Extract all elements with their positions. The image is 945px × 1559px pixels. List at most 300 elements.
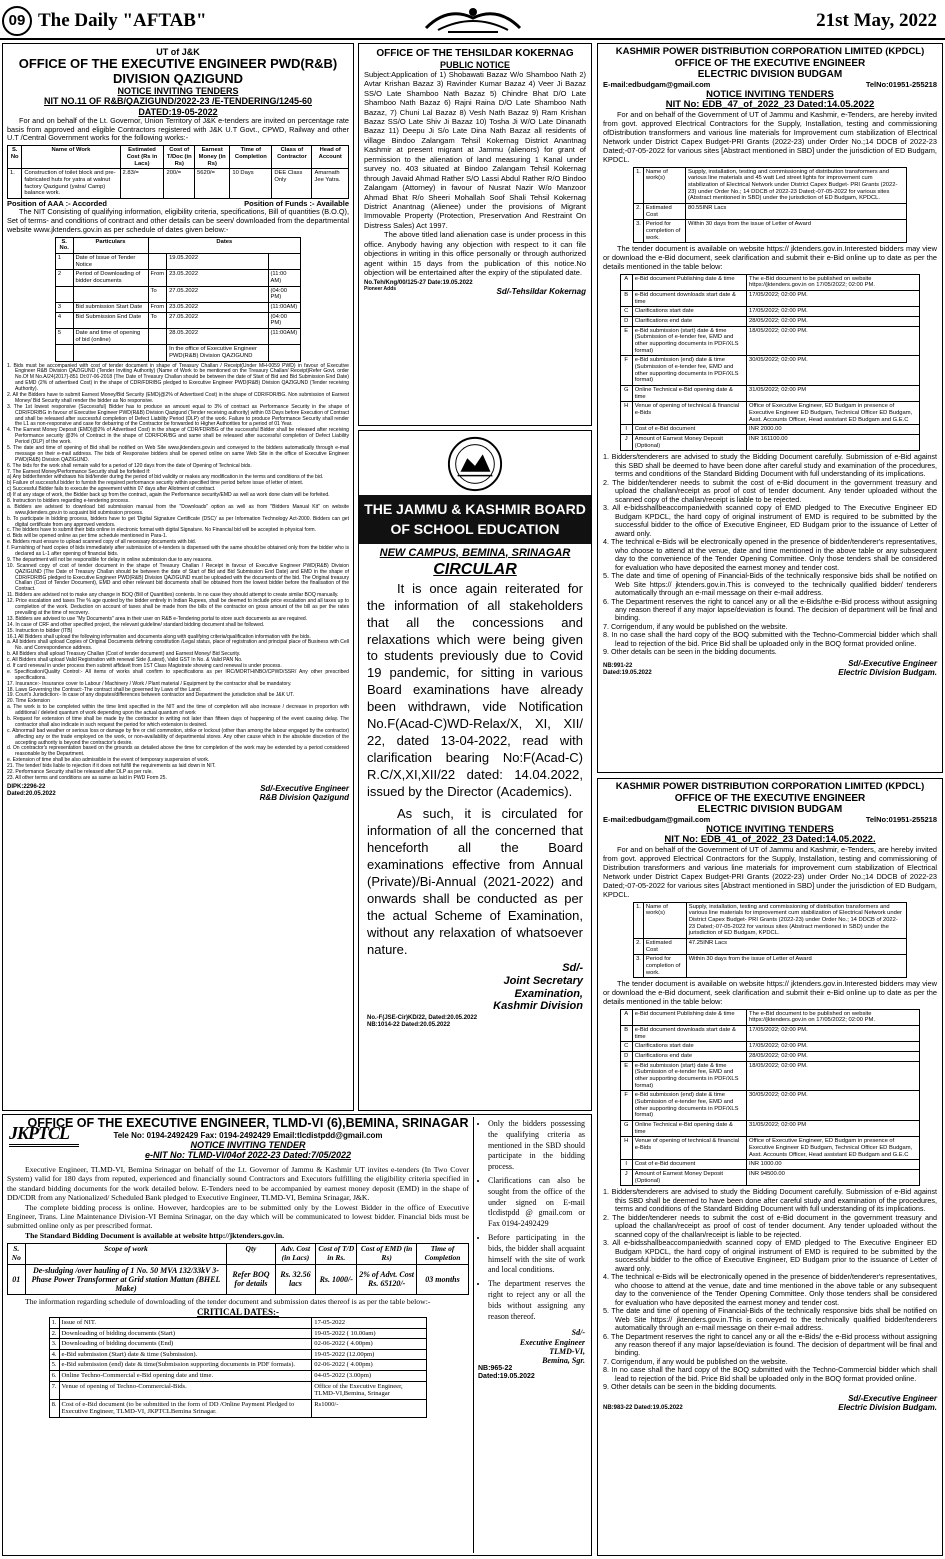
kpdcl2-sign1: Sd/-Executive Engineer [848,1393,937,1403]
kpdcl1-schedule-cell: Office of Executive Engineer, ED Budgam in presence of Executive Engineer ED Budgam, Technical Officer ED Budgam, Asst. Accounts Officer, Head assistant ED Budgam and G.E.C [747,402,920,425]
tlmd-contacts: Tele No: 0194-2492429 Fax: 0194-2492429 Email:tlcdistpdd@gmail.com [113,1130,383,1140]
kpdcl1-sign1: Sd/-Executive Engineer [848,658,937,668]
kpdcl1-schedule-cell: INR 2000.00 [747,425,920,435]
paper-name: The Daily "AFTAB" [38,10,207,31]
pwd-notice-heading: NOTICE INVITING TENDERS [117,85,239,96]
kpdcl1-sign2: Electric Division Budgam. [838,668,937,678]
tlmd-date-row [49,1381,427,1399]
kpdcl1-schedule-cell: Clarifications end date [632,317,746,327]
pwd-schedule-table [55,237,301,362]
pwd-clause: b. All Bidders shall upload Treasury Challan (Cost of tender document) and Earnest Money/ Bid Security. [7,651,241,658]
kpdcl2-work-cell: Supply, installation, testing and commissioning of distribution transformers and various line materials for improvement cum stabilization of Electrical Network under District Capex Budget- PRI Grants (2022-23) under Order No.; 14 DDCB of 2022-23 Dated;-07-05-2022 for various sites (Abstract mentioned in SBD) under the jurisdiction of ED Budgam, KPDCL. [686,902,906,938]
kpdcl2-schedule-cell: G [620,1121,632,1137]
kpdcl2-schedule-cell: e-Bid document downloads start date & time [632,1026,746,1042]
tlmd-date-row [49,1360,427,1371]
tlmd-col-header: Time of Completion [417,1244,469,1264]
kpdcl1-schedule-cell: Venue of opening of technical & financial e-Bids [632,402,746,425]
pwd-clause: f. Furnishing of hard copies of bids immediately after submission of e-tenders is dispensed with the same should be obtained only from the bidder who is declared as L-1 after opening of financial bids. [7,545,349,558]
pwd-clause: c. All Bidders shall upload Valid Registration with renewal Side (Latest), Valid GST In No. & Valid PAN No. [7,657,243,664]
tlmd-date-row [49,1328,427,1339]
pwd-clause: 13. Bidders are advised to use "My Documents" area in their user on R&B e-Tendering portal to store such documents as are required. [7,615,308,622]
pwd-col-header: Head of Account [312,146,349,169]
kpdcl2-schedule-cell: 30/05/2022; 02:00 PM. [747,1091,920,1121]
tlmd-date-cell: 19-05-2022 (12.00pm) [312,1349,427,1360]
kpdcl1-work-cell: Estimated Cost [643,203,685,219]
kpdcl2-schedule-cell: 18/05/2022; 02:00 PM. [747,1061,920,1091]
kpdcl1-work-cell: 1. [634,167,644,203]
kpdcl2-schedule-cell: Office of Executive Engineer, ED Budgam in presence of Executive Engineer ED Budgam, Technical Officer ED Budgam, Asst. Accounts Officer, Head assistant ED Budgam and G.E.C [747,1137,920,1160]
kpdcl2-schedule-cell: Amount of Earnest Money Deposit (Optional) [632,1169,746,1185]
masthead [0,0,945,40]
pwd-sched-cell: (11:00AM) [268,302,301,312]
kpdcl2-clause: 7. Corrigendum, if any would be published on the website. [603,1356,788,1366]
jkbose-p2: As such, it is circulated for information of all the concerned that henceforth all the Board examinations effective from Annual (Private)/Bi-Annual (2021-2022) and onwards shall be conducted as per the actual Scheme of Examination, without any relaxation of whatsoever nature. [367,806,583,957]
tlmd-p1: Executive Engineer, TLMD-VI, Bemina Srinagar on behalf of the Lt. Governor of Jammu & Kashmir UT invites e-tenders (In Two Cover System) valid for 180 days from reputed, experienced and financially sound Contractors and Executors fulfilling the eligibility criteria specified in the standard bidding documents for the work detailed below. E-Tenders need to be accompanied by earnest money deposit (EMD) in the shape of DD/CDR from any Nationalized/ Scheduled Bank pledged to Executive Engineer, TLMD-VI, Bemina Srinagar, J&K. [7,1165,469,1203]
pwd-sched-row [55,254,300,270]
pwd-clause: c) Successful Bidder fails to execute the agreement within 07 days after Allotment of contract. [7,486,216,493]
tlmd-cell: 03 months [417,1264,469,1295]
kpdcl2-schedule-cell: Cost of e-Bid document [632,1160,746,1170]
pwd-sched-cell: From [148,302,167,312]
kpdcl2-schedule-cell: Clarifications end date [632,1052,746,1062]
pwd-sched-cell: To [148,312,167,328]
kpdcl1-schedule-cell: B [620,291,632,307]
kpdcl1-schedule-cell: The e-Bid document to be published on website https://jktenders.gov.in on 17/05/2022; 02:00 PM. [747,274,920,290]
kpdcl1-schedule-cell: C [620,307,632,317]
kpdcl1-nit: NIT No: EDB_47_of_2022_23 Dated:14.05.2022 [665,99,875,111]
pwd-clause: c. The bidders have to submit their bids online in electronic format with digital Signature. No Financial bid will be accepted in physical form. [7,527,317,534]
kpdcl1-schedule-cell: Amount of Earnest Money Deposit (Optional) [632,434,746,450]
pwd-notice [2,43,354,1111]
tlmd-side-item: • The department reserves the right to reject any or all the bids without assigning any reason thereof. [488,1279,585,1322]
pwd-sched-cell [73,286,148,302]
kpdcl1-notice: NOTICE INVITING TENDERS [706,88,834,100]
pwd-clause: e. Specification/Quality Control:- All items of works shall confirm to specifications as per IRC/MORTH/NBO/CPWD/SSR/ Any other prescribed specifications. [7,668,349,681]
jkptcl-logo: JKPTCL [9,1123,79,1163]
pwd-clause: 23. All other terms and conditions are as same as laid in PWD Form 25. [7,774,167,781]
kpdcl2-schedule-cell: H [620,1137,632,1160]
pwd-sched-header: Particulars [73,237,148,253]
kpdcl1-work-cell: 80.55INR Lacs [685,203,906,219]
kpdcl2-schedule-cell: The e-Bid document to be published on website https://jktenders.gov.in on 17/05/2022; 02:00 PM. [747,1009,920,1025]
kpdcl1-schedule-cell: e-Bid submission (end) date & time (Submission of e-tender fee, EMD and other supporting documents in PDF/XLS format) [632,356,746,386]
pwd-clause: 18. Laws Governing the Contract:-The contract shall be governed by Laws of the Land. [7,686,202,693]
pwd-col-header: Name of Work [22,146,120,169]
pwd-clause: 4. The Earnest Money Deposit (EMD)@2% of Advertised Cost) in the shape of CDR/FDR/BG of the successful Bidder shall be released after receiving Performance security @3% of Contract in the shape of CDR/FDR/BG and same shall be released after successful completion of Defect Liability Period (DLP) of the work. [7,427,349,446]
tlmd-date-cell: Online Techno-Commercial e-Bid opening date and time. [59,1371,312,1382]
pwd-sched-cell: (04:00 PM) [268,312,301,328]
pwd-dipk: DIPK:2296-22 [7,783,46,790]
pwd-funds: Position of Funds :- Available [244,198,349,208]
pwd-sched-cell: Date and time of opening of bid (online) [73,328,148,344]
tlmd-date-cell: Issue of NIT. [59,1318,312,1329]
pwd-ut: UT of J&K [156,47,200,57]
tlmd-cell: Rs. 32.56 lacs [275,1264,316,1295]
kpdcl2-schedule-cell: 28/05/2022; 02:00 PM. [747,1052,920,1062]
tlmd-dated: Dated:19.05.2022 [478,1373,535,1381]
jkbose-circular-heading: CIRCULAR [433,561,517,579]
kpdcl1-schedule-cell: Clarifications start date [632,307,746,317]
kpdcl1-schedule-cell: E [620,326,632,356]
tehsil-title: OFFICE OF THE TEHSILDAR KOKERNAG [376,48,574,59]
tlmd-date-row [49,1399,427,1417]
kpdcl1-clause: 7. Corrigendum, if any would be published on the website. [603,621,788,631]
kpdcl1-schedule-cell: I [620,425,632,435]
jkbose-circular [358,430,592,1111]
tlmd-date-row [49,1371,427,1382]
kpdcl2-work-cell: 1. [634,902,644,938]
pwd-intro: For and on behalf of the Lt. Governor, Union Territory of J&K e-tenders are invited on percentage rate basis from approved and eligible Contractors registered with J&K U.T Govt., CPWD, Railway and other U.T /Central Government works for the following works:- [7,115,349,143]
kpdcl1-schedule-cell: 30/05/2022; 02:00 PM. [747,356,920,386]
pwd-clause: d. If card renewal in under process then submit affidavit from 1ST Class Magistrate showing card renewal is under process. [7,662,282,669]
kpdcl2-sign2: Electric Division Budgam. [838,1403,937,1413]
pwd-col-header: Cost of T/Doc (in Rs) [164,146,195,169]
tlmd-side-item: • Before participating in the bids, the bidder shall acquaint himself with the site of work and local conditions. [488,1233,585,1276]
pwd-clause: 8. Instruction to bidders regarding e-tendering process. [7,498,130,505]
tlmd-date-cell: 5. [49,1360,59,1371]
kpdcl1-schedule-cell: 17/05/2022; 02:00 PM. [747,307,920,317]
kpdcl2-work-cell: 3. [634,955,644,978]
kpdcl2-schedule-cell: A [620,1009,632,1025]
tlmd-p2: The complete bidding process is online. However, hardcopies are to be submitted only by the Lowest Bidder in the office of Executive Engineer, Trans. Line Maintenance Division-VI Bemina Srinagar, on the day which will be communicated to lowest bidder. Financial bids must be submitted online only as per prescribed format. [7,1202,469,1231]
kpdcl2-schedule-cell: 17/05/2022; 02:00 PM. [747,1042,920,1052]
pwd-clause: 16.1 All Bidders shall upload the following information and documents along with qualifying criteria/qualification information with the bids. [7,633,311,640]
kpdcl2-schedule-cell: B [620,1026,632,1042]
kpdcl2-work-table [633,902,907,979]
pwd-sched-row [55,312,300,328]
pwd-clause: a. All bidders shall upload Copies of Original Documents defining constitution /Legal status, place of registration and principal place of Business with Cell No. and Correspondence address. [7,639,349,652]
tlmd-date-cell: Downloading of bidding documents (End) [59,1339,312,1350]
tlmd-nb: NB:965-22 [478,1365,513,1373]
tlmd-col-header: S. No [8,1244,26,1264]
jkbose-p1: It is once again reiterated for the information of all stakeholders that all the concessions and relaxations which were being given to students previously due to Covid 19 pandemic, for sitting in various Board examinations have already been withdrawn, vide Notification No.F(Acad-C)WD-Relax/X, XI, XII/ 22, dated 13-04-2022, read with clarification bearing No:F(Acad-C) R.C/X,XI,XII/22 dated: 14.04.2022, issued by the Director (Academics). [367,580,583,799]
kpdcl2-work-cell: 2. [634,938,644,954]
pwd-clause: d) If at any stage of work, the Bidder back up from the contract, again the Performance security/EMD as well as work done claim will be forfeited. [7,492,330,499]
tlmd-date-cell: Venue of opening of Techno-Commercial-Bids. [59,1381,312,1399]
kpdcl1-work-cell: Period for completion of work. [643,220,685,243]
kpdcl1-clause: 9. Other details can be seen in the bidding documents. [603,647,777,657]
pwd-col-header: Earnest Money (in Rs) [195,146,230,169]
kpdcl2-email: E-mail:edbudgam@gmail.com [603,814,711,824]
pwd-clause: 1. Bids must be accompanied with cost of tender document in shape of Treasury Challan / Receipt(Under MH-0059 PWD) in favour of Executive Engineer R&B Division QAZIGUND (Tender Inviting Authority) (Name of Work to be mentioned on the Treasury Challan/ Receipt)Refer Govt. order No.Of M No.A/24(2017)-851 Dt:07-06-2018 (The Date of Treasury Challan should be between the date of Start of Bid and Bid Submission End Date) and EMD (2% of advertised Cost) in the shape of CDR/FDR/BG pledged to Executive Engineer PWD(R&B) Division QAZIGUND (Tender receiving Authority). [7,362,349,393]
tlmd-date-row [49,1339,427,1350]
pwd-sched-cell [55,286,73,302]
tlmd-cell: 2% of Advt. Cost Rs. 65120/- [357,1264,417,1295]
kpdcl2-notice: NOTICE INVITING TENDERS [706,823,834,835]
pwd-sched-cell: 23.05.2022 [167,302,268,312]
tlmd-date-cell: 2. [49,1328,59,1339]
kpdcl2-schedule-cell: 17/05/2022; 02:00 PM. [747,1026,920,1042]
pwd-col-header: Estimated Cost (Rs in Lacs) [120,146,164,169]
kpdcl1-schedule-cell: 28/05/2022; 02:00 PM. [747,317,920,327]
kpdcl2-schedule-cell: e-Bid submission (start) date & time (Submission of e-tender fee, EMD and other supporting documents in PDF/XLS format) [632,1061,746,1091]
kpdcl1-clause: 6. The Department reserves the right to cancel any or all the e-Bids/the e-Bid process without assigning any reason thereof if any major lapse/deviation is found. The decision of department will be final and binding. [603,596,937,623]
tlmd-cell: Rs. 1000/- [316,1264,357,1295]
kpdcl2-clause: 6. The Department reserves the right to cancel any or all the e-Bids/ the e-Bid process without assigning any reason thereof if any major lapse/deviation is found. The decision of department will be final and binding. [603,1331,937,1358]
pwd-sched-cell: Date of Issue of Tender Notice [73,254,148,270]
tlmd-side-list [478,1119,585,1322]
tlmd-col-header: Scope of work [25,1244,227,1264]
kpdcl1-work-cell: Within 30 days from the issue of Letter of Award [685,220,906,243]
kpdcl1-schedule-cell: 18/05/2022; 02:00 PM. [747,326,920,356]
tlmd-s2: TLMD-VI, [549,1346,585,1356]
kpdcl1-schedule-cell: INR 161100.00 [747,434,920,450]
kpdcl2-doc: The tender document is available on website https:// jktenders.gov.in.Interested bidders may view or download the e-Bid document, seek clarification and submit their e-Bid online up to date as per the details mentioned in the table below: [603,979,937,1006]
pwd-sched-cell: 3 [55,302,73,312]
kpdcl1-schedule-cell: Online Technical e-Bid opening date & time [632,386,746,402]
pwd-sched-cell [148,345,167,361]
tlmd-date-row [49,1318,427,1329]
pwd-clause: 5. The date and time of opening of Bid shall be notified on Web Site www.jktenders.gov.in and conveyed to the bidders automatically through e-mail message on their e-mail address. The bids of Responsive bidders shall be opened online on same Web Site in the office of Executive Engineer PWD(R&B) Division QAZIGUND. [7,445,349,463]
pwd-clause: 21. The tender/ bids liable to rejection if it does not fulfill the requirements as laid down in NIT. [7,763,216,770]
pwd-sched-row [55,270,300,286]
pwd-sched-row [55,345,300,361]
pwd-sign2: R&B Division Qazigund [259,792,349,802]
pwd-sched-row [55,302,300,312]
kpdcl2-tel: TelNo:01951-255218 [865,814,937,824]
pwd-sched-cell: 23.05.2022 [167,270,268,286]
kpdcl2-nb: NB:983-22 Dated:19.05.2022 [603,1405,683,1412]
kpdcl2-schedule-cell: D [620,1052,632,1062]
pwd-cell: Amarnath Jee Yatra. [312,169,349,199]
pwd-cell: 1. [8,169,22,199]
kpdcl1-schedule-cell: A [620,274,632,290]
pwd-sched-cell: 1 [55,254,73,270]
kpdcl1-schedule-cell: e-Bid submission (start) date & time (Submission of e-tender fee, EMD and other supporting documents in PDF/XLS format) [632,326,746,356]
tlmd-date-cell: 1. [49,1318,59,1329]
kpdcl-notice-41 [597,778,943,1556]
pwd-clause: c. Abnormal/ bad weather or serious loss or damage by fire or civil commotion, strike or lockout (other than among the labour engaged by the contractor) affecting any or the trade employed on the work, or non-availability of departmental stores. Any other cause which in the absolute discretion of the accepting authority is beyond the contractor's desire. [7,727,349,746]
pwd-clause: e. Bidders must ensure to upload scanned copy of all necessary documents with bid. [7,539,197,546]
pwd-cell: 200/= [164,169,195,199]
pwd-cell: 10 Days [230,169,272,199]
kpdcl2-clause: 1. Bidders/tenderers are advised to study the Bidding Document carefully. Submission of e-Bid against this SBD shall be deemed to have been done after careful study and examination of the procedures, terms and conditions of the Standard Bidding Document with full understanding of its implications. [603,1187,937,1214]
kpdcl1-office: OFFICE OF THE EXECUTIVE ENGINEER [674,57,866,69]
kpdcl2-schedule-cell: J [620,1169,632,1185]
tlmd-s3: Bemina, Sgr. [542,1355,585,1365]
kpdcl1-intro: For and on behalf of the Government of UT of Jammu and Kashmir, e-Tenders, are hereby invited from govt. approved Electrical Contractors for the Supply, Installation, testing and commissioning ofDistribution transformers and various line materials for Improvement cum stabilization of Electrical Network under District Capex Budget-PRI Grants (2022-23) under Order No.;14 DDCB of 2022-23 Dated;-07-05-2022 for various sites [Abstract mentioned in SBD] under the jurisdiction of ED Budgam, KPDCL. [603,110,937,164]
kpdcl1-dated: Dated:19.05.2022 [603,670,652,677]
pwd-clause: b. To participate in bidding process, bidders have to get 'Digital Signature Certificate (DSC)' as per Information Technology Act-2000. Bidders can get digital certificate from any approved vendors. [7,515,349,528]
kpdcl1-work-cell: 3. [634,220,644,243]
pwd-clause: a. Bidders are advised to download bid submission manual from the "Downloads" option as well as from "Bidders Manual Kit" on website www.jktenders.gov.in to acquaint bid submission process. [7,503,349,516]
pwd-clause: 17. Insurance:- Insurance cover to Labour / Machinery / Work / Plant material / Equipment by the contractor shall be mandatory. [7,680,292,687]
kpdcl1-schedule-cell: 17/05/2022; 02:00 PM. [747,291,920,307]
pwd-clause: b. Request for extension of time shall be made by the contractor in writing not later than fifteen days of happening of the event causing delay. The contractor shall also indicate in such request the period for which extension is desired. [7,715,349,728]
kpdcl2-schedule-cell: Clarifications start date [632,1042,746,1052]
tlmd-date-cell: 4. [49,1349,59,1360]
kpdcl2-schedule-cell: INR 94500.00 [747,1169,920,1185]
tlmd-date-cell: Cost of e-Bid document (to be submitted in the form of DD /Online Payment Pledged to Executive Engineer, TLMD-VI, JKPTCLBemina Srinagar. [59,1399,312,1417]
kpdcl1-clause: 3. All e-bidsshallbeaccompaniedwith scanned copy of EMD pledged to The Executive Engineer ED Budgam KPDCL, the hard copy of original instrument of EMD is required to be submitted by the successful bidder to the office of Executive Engineer, ED Budgam prior to the issuance of Letter of award only. [603,503,937,538]
tlmd-date-cell: 7. [49,1381,59,1399]
kpdcl2-schedule-cell: E [620,1061,632,1091]
kpdcl1-div: ELECTRIC DIVISION BUDGAM [697,69,843,81]
tlmd-s1: Executive Engineer [519,1337,585,1347]
kpdcl1-work-cell: Name of work(s) [643,167,685,203]
kpdcl1-schedule-cell: 31/05/2022; 02:00 PM [747,386,920,402]
kpdcl2-clause: 4. The technical e-Bids will be electronically opened in the presence of bidder/tenderer's representatives, who choose to attend at the venue, date and time mentioned in the above table or any subsequent day to the convenience of the Tender Opening Committee. Only those tenders shall be considered for evaluation who have deposited the earnest money and tender cost. [603,1272,937,1307]
pwd-clause: 2. All the Bidders have to submit Earnest Money/Bid Security (EMD)@2% of Advertised Cost) in the shape of CDR/FDR/BG. Non submission of Earnest Money/ Bid Security shall render the bidder as No responsive. [7,391,349,404]
kpdcl1-clause: 8. In no case shall the hard copy of the BOQ submitted with the Techno-Commercial bidder which shall lead to rejection of the bid. Price Bid shall be uploaded only in the BOQ format provided online. [603,630,937,648]
pwd-sched-cell: (04:00 PM) [268,286,301,302]
pwd-sched-cell [148,328,167,344]
tlmd-date-cell: e-Bid submission (Start) date & time (Submission). [59,1349,312,1360]
pwd-sched-cell: 27.05.2022 [167,286,268,302]
pwd-work-table [7,145,349,199]
tlmd-cell: 01 [8,1264,26,1295]
kpdcl2-schedule-cell: Online Technical e-Bid opening date & time [632,1121,746,1137]
kpdcl2-intro: For and on behalf of the Government of UT of Jammu and Kashmir, e-Tenders, are hereby invited from govt. approved Electrical Contractors for the Supply, Installation, testing and commissioning of Distribution transformers and various line materials for improvement cum stabilization of Electrical Network under District Capex Budget-PRI Grants (2022-23) under Order No.;14 DDCB of 2022-23 Dated;-07-05-2022 for various sites [Abstract mentioned in SBD] under the jurisdiction of ED Budgam, KPDCL. [603,845,937,899]
kpdcl1-schedule-cell: Cost of e-Bid document [632,425,746,435]
tlmd-p3: The Standard Bidding Document is available at website http://jktenders.gov.in. [25,1230,285,1240]
kpdcl2-schedule-table [620,1009,921,1186]
tlmd-p4: The information regarding schedule of downloading of the tender document and submission dates thereof is as per the table below:- [25,1297,431,1307]
tlmd-cell: Refer BOQ for details [227,1264,275,1295]
pwd-clauses [7,364,349,782]
jkbose-ref2: NB:1014-22 Dated:20.05.2022 [367,1021,451,1028]
kpdcl1-tel: TelNo:01951-255218 [865,79,937,89]
kpdcl1-schedule-cell: G [620,386,632,402]
kpdcl2-office: OFFICE OF THE EXECUTIVE ENGINEER [674,792,866,804]
tehsildar-notice [358,43,592,426]
pwd-col-header: Class of Contractor [272,146,312,169]
kpdcl2-schedule-cell: 31/05/2022; 02:00 PM [747,1121,920,1137]
kpdcl2-div: ELECTRIC DIVISION BUDGAM [697,804,843,816]
tlmd-date-cell: 17-05-2022 [312,1318,427,1329]
pwd-sched-cell: 4 [55,312,73,328]
kpdcl-notice-47 [597,43,943,773]
pwd-cell: DEE Class Only [272,169,312,199]
kpdcl2-work-cell: Period for completion of work. [643,955,686,978]
pwd-clause: d. Bids will be opened online as per time schedule mentioned in Para-1. [7,533,168,540]
kpdcl1-schedule-cell: J [620,434,632,450]
kpdcl1-clause: 1. Bidders/tenderers are advised to study the Bidding Document carefully. Submission of e-Bid against this SBD shall be deemed to have been done after careful study and examination of the procedures, terms and conditions of the Standard Bidding Document with full understanding of its implications. [603,452,937,479]
kpdcl2-clause: 3. All e-bidsshallbeaccompaniedwith scanned copy of EMD pledged to The Executive Engineer ED Budgam KPDCL, the hard copy of original instrument of EMD is required to be submitted by the successful bidder to the office of Executive Engineer, ED Budgam prior to the issuance of Letter of award only. [603,1238,937,1273]
tlmd-date-row [49,1349,427,1360]
pwd-sched-cell [73,345,148,361]
pwd-title: OFFICE OF THE EXECUTIVE ENGINEER PWD(R&B) DIVISION QAZIGUND [18,56,338,86]
tlmd-side-item: • Only the bidders possessing the qualifying criteria as mentioned in the SBD should participate in the bidding process. [488,1119,585,1173]
pwd-clause: 11. Bidders are advised not to make any change in BOQ (Bill of Quantities) contents. In no case they should attempt to create similar BOQ manually. [7,592,339,599]
kpdcl1-clause: 5. The date and time of opening of Financial-Bids of the technically responsive bids shall be notified on Web Site https:// jktenders.gov.in.This is conveyed to the technically qualified bidder/ tenderers automatically through an e-mail message on their e-mail address. [603,571,937,598]
tlmd-critical: CRITICAL DATES:- [196,1306,280,1317]
issue-date: 21st May, 2022 [816,10,937,31]
kpdcl1-schedule-cell: e-Bid document downloads start date & time [632,291,746,307]
kpdcl2-schedule-cell: F [620,1091,632,1121]
jkbose-emblem-icon [435,435,515,493]
tlmd-date-cell: e-Bid submission (end) date & time(Submission supporting documents in PDF formats). [59,1360,312,1371]
tehsil-sign: Sd/-Tehsildar Kokernag [496,287,586,297]
tlmd-date-cell: Downloading of bidding documents (Start) [59,1328,312,1339]
kpdcl1-clause: 4. The technical e-Bids will be electronically opened in the presence of bidder/tenderer's representatives, who choose to attend at the venue, date and time mentioned in the above table or any subsequent day to the convenience of the Tender Opening Committee. Only those tenders shall be considered for evaluation who have deposited the earnest money and tender cost. [603,537,937,572]
kpdcl2-work-cell: Name of work(s) [643,902,686,938]
kpdcl1-schedule-table [620,274,921,451]
pwd-clause: e. Extension of time shall be also admissible in the event of temporary suspension of work. [7,757,210,764]
tlmd-date-cell: 8. [49,1399,59,1417]
pwd-clause: 15. Instruction to bidder (ITB) [7,627,73,634]
jkbose-s2: Examination, [514,987,583,1000]
jkbose-s3: Kashmir Division [493,1000,583,1013]
pwd-nit: NIT NO.11 OF R&B/QAZIGUND/2022-23 /E-TENDERING/1245-60 [43,96,313,107]
tlmd-work-table [7,1243,469,1295]
kpdcl1-corp: KASHMIR POWER DISTRIBUTION CORPORATION LIMITED (KPDCL) [615,46,925,57]
kpdcl2-schedule-cell: I [620,1160,632,1170]
pwd-dated: DATED:19-05-2022 [138,106,218,117]
tlmd-date-cell: Rs1000/- [312,1399,427,1417]
pwd-sched-cell: 19.05.2022 [167,254,268,270]
tlmd-dates-table [49,1317,428,1418]
tlmd-notice-heading: NOTICE INVITING TENDER [190,1139,306,1150]
tehsil-body: Subject:Application of 1) Shobawati Bazaz W/o Shamboo Nath 2) Avtar Krishan Bazaz 3) Ravinder Kumar Bazaz 4) Veer Ji Bazaz SS/O Late Shamboo Nath Bazaz 5) Chindre Bhat D/O Late Shamboo Nath Bazaz 6) Rajni Raina D/O Late Shamboo Nath Bazaz, 7) Chuni Lal Bazaz 8) Vesh Nath Bazaz 9) Ram Krishan Bazaz SS/O Late Shiv Ji Bazaz 10) Tosha Ji W/O Late Dinanath Bazaz 11) Deepu Ji S/o Late Dina Nath Bazaz all residents of village Bindoo Zalangam Tehsil Kokernag District Anantnag Kashmir at present migrant at Jammu (alienors) for grant of permission to the alienation of land measuring 1 Kanal under survey no. 403 situated at Bindoo Zalangam Tehsil Kokernag through Javaid Ahmad Rather S/O Lassi Abdul Rather R/O Bindoo Zalangam (Attorney) in favour of Nusrat Nazir W/o Manzoor Ahmad Bhat R/o Sheeri Mohallah Soof Shali Tehsil Kokernag District Anantnag (Alienee) under the provisions of Migrant Immovable Property (Protection, Preservation And Restraint On Distress Sales) Act 1997. [364,69,586,230]
pwd-clause: a. The work is to be completed within the time limit specified in the NIT and the time of completion will also increase / decrease in proportion with additional / deleted quantum of work depending upon the actual quantum of work [7,704,349,717]
pwd-sched-cell: Bid Submission End Date [73,312,148,328]
pwd-sched-cell: (11:00 AM) [268,270,301,286]
kpdcl2-schedule-cell: C [620,1042,632,1052]
tlmd-nit: e-NIT No: TLMD-VI/04of 2022-23 Dated:7/05/2022 [144,1150,352,1161]
pwd-dated2: Dated:20.05.2022 [7,790,56,797]
page-number: 09 [2,6,32,36]
tlmd-col-header: Qty [227,1244,275,1264]
pwd-sched-header: S. No. [55,237,73,253]
pwd-sched-cell: 2 [55,270,73,286]
kpdcl1-work-cell: Supply, installation, testing and commissioning of distribution transformers and various line materials and 45 watt Led street lights for improvement cum stabilization of Electrical Network under District Capex Budget- PRI Grants (2022-23) under Order No.; 14 DDCB of 2022-23 Dated;-07-05-2022 for various sites (Abstract mentioned in SBD) under the jurisdiction of ED Budgam, KPDCL. [685,167,906,203]
tlmd-date-cell: 3. [49,1339,59,1350]
pwd-sched-cell [268,254,301,270]
tlmd-cell: De-sludging /over hauling of 1 No. 50 MVA 132/33kV 3- Phase Power Transformer at Grid station Mattan (BHEL Make) [25,1264,227,1295]
pwd-clause: 10. Scanned copy of cost of tender document in the shape of Treasury Challan / Receipt in favour of Executive Engineer PWD(R&B) Division QAZIGUND (The Date of Treasury Challan should be between the date of Start of Bid and Bid Submission End Date) and EMD in the shape of CDR/FDR/BG pledged to Executive Engineer PWD(R&B) Division QAZIGUND must be uploaded with the documents of the bid. The Original treasury Challan (Cost of Tender Document), EMD and other relevant bid documents shall be obtained from the lowest bidder before the finalisation of the Contract. [7,562,349,593]
pwd-col-header: Time of Completion [230,146,272,169]
pwd-clause: 14. In case of CRF and other specified project, the relevant guideline/ standard bidding document shall be followed. [7,621,265,628]
kpdcl2-schedule-cell: Venue of opening of technical & financial e-Bids [632,1137,746,1160]
pwd-sched-cell: In the office of Executive Engineer PWD(R&B) Division QAZIGUND [167,345,268,361]
jkbose-campus: NEW CAMPUS, BEMINA, SRINAGAR [379,546,571,559]
tlmd-col-header: Adv. Cost (in Lacs) [275,1244,316,1264]
kpdcl1-clause: 2. The bidder/tenderer needs to submit the cost of e-Bid document in the government treasury and upload the challan/receipt as proof of cost of tender document. Any tender uploaded without the scanned copy of the challan/receipt is liable to be rejected. [603,477,937,504]
pwd-clause: 6. The bids for the work shall remain valid for a period of 120 days from the date of Opening of Technical bids. [7,462,252,469]
kpdcl2-clause: 8. In no case shall the hard copy of the BOQ submitted with the Techno-Commercial bidder which shall lead to rejection of the bid. Price Bid shall be uploaded only in the BOQ format provided online. [603,1365,937,1383]
pwd-sched-cell: Period of Downloading of bidder documents [73,270,148,286]
pwd-sched-header: Dates [148,237,301,253]
tlmd-date-cell: 02-06-2022 ( 4.00pm) [312,1339,427,1350]
pwd-sched-cell [55,345,73,361]
kpdcl2-work-cell: 47.25INR Lacs [686,938,906,954]
tehsil-sub: PUBLIC NOTICE [439,59,510,70]
pwd-sign1: Sd/-Executive Engineer [260,783,349,793]
pwd-sched-cell: 28.05.2022 [167,328,268,344]
pwd-clause: 3. The 1st lowest responsive (Successful) Bidder has to produce an amount equal to 3% of contract as Performance Security in the shape of CDR/FDR/BG in favour of Executive Engineer PWD(R&B) Division Qazigund (Tender receiving authority) within 03 Days before Execution of Contract and shall be released after successful completion of Defect Liability Period (DLP) of the work. Failure to produce Performance Security shall render the L1 as non-responsive and case for debarring of the Contractor be forwarded to Higher Authorities for a period of 01 Year. [7,403,349,428]
pwd-clause: b) Failure of successful bidder to furnish the required performance security within specified time period before issue of letter of intent. [7,480,304,487]
jkbose-board: THE JAMMU & KASHMIR BOARD OF SCHOOL EDUCATION [359,495,591,544]
kpdcl2-nit: NIT No: EDB_41_of_2022_23 Dated:14.05.2022. [664,834,876,846]
aftab-logo-icon [418,4,528,36]
pwd-nit-para: The NIT Consisting of qualifying information, eligibility criteria, specifications, Bill of quantities (B.O.Q), Set of terms- and conditions of contract and other details can be seen/ downloaded from the departmental website www.jktenders.gov.in as per schedule of dates given below:- [7,207,349,234]
pwd-clause: 12. Price escalation and taxes The % age quoted by the bidder entirely in Indian Rupees, shall be deemed to include price escalation and all taxes up to completion of the work. Deduction on account of taxes shall be made from the bills of the contractor on gross amount of the bill as per the rates prevailing at the time of recovery. [7,598,349,616]
tlmd-date-cell: 02-06-2022 ( 4.00pm) [312,1360,427,1371]
tlmd-date-cell: 19-05-2022 ( 10.00am) [312,1328,427,1339]
kpdcl1-schedule-cell: H [620,402,632,425]
pwd-sched-row [55,286,300,302]
pwd-col-header: S. No [8,146,22,169]
kpdcl2-clause: 5. The date and time of opening of Financial-Bids of the technically responsive bids shall be notified on Web Site https:// jktenders.gov.in.This is conveyed to the technically qualified bidder/tenderers automatically through an e-mail message on their e-mail address. [603,1306,937,1333]
pwd-cell: 2.83/= [120,169,164,199]
kpdcl2-schedule-cell: INR 1000.00 [747,1160,920,1170]
tlmd-sd: Sd/- [571,1328,585,1338]
pwd-clause: 19. Court's Jurisdiction:- In case of any disputes/differences between contractor and Department the jurisdiction shall be J&K UT. [7,692,295,699]
pwd-sched-row [55,328,300,344]
tlmd-notice [2,1114,592,1556]
pwd-clause: 22. Performance Security shall be released after DLP as per rule. [7,768,153,775]
